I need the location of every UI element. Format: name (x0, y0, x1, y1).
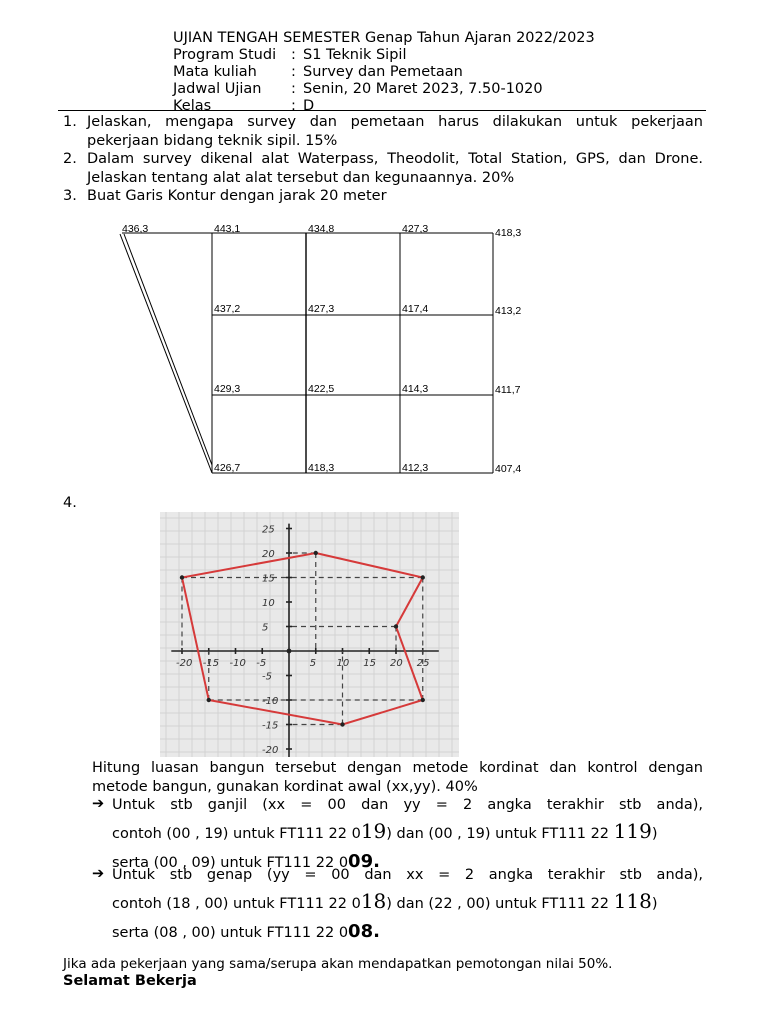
polygon-vertex (340, 722, 344, 726)
x-tick-label: -5 (256, 658, 267, 669)
question-number: 2. (63, 151, 77, 167)
elevation-label: 418,3 (308, 462, 335, 474)
y-tick-label: -5 (262, 671, 272, 683)
polygon-vertex (207, 698, 211, 702)
elevation-label: 413,2 (495, 305, 522, 317)
polygon-vertex (180, 575, 184, 579)
bullet-example: contoh (18 , 00) untuk FT111 22 018) dan (22 , 00) untuk FT111 22 118) (112, 889, 658, 913)
emphasis-number: 19 (360, 819, 387, 843)
elevation-label: 417,4 (402, 303, 429, 315)
question-number: 1. (63, 114, 77, 130)
polygon-vertex (421, 575, 425, 579)
y-tick-label: 20 (262, 549, 275, 560)
y-tick-label: 5 (262, 622, 269, 634)
arrow-icon: ➔ (92, 796, 105, 812)
footer-note: Jika ada pekerjaan yang sama/serupa akan mendapatkan pemotongan nilai 50%. (63, 956, 613, 972)
grid-line (124, 234, 212, 465)
elevation-label: 411,7 (495, 384, 521, 396)
emphasis-number: 18 (360, 889, 387, 913)
header-colon: : (291, 81, 296, 97)
header-value: Survey dan Pemetaan (303, 64, 463, 80)
contour-grid (0, 0, 768, 500)
elevation-label: 429,3 (214, 383, 241, 395)
closing-text: Selamat Bekerja (63, 973, 197, 989)
x-tick-label: -15 (202, 658, 220, 669)
x-tick-label: 15 (363, 658, 376, 669)
bullet-line: Untuk stb ganjil (xx = 00 dan yy = 2 angka terakhir stb anda), (112, 797, 703, 813)
question-4-text: Hitung luasan bangun tersebut dengan metode kordinat dan kontrol dengan metode bangun, gunakan kordinat awal (xx,yy). 40% (92, 760, 703, 795)
y-tick-label: -15 (262, 720, 279, 732)
origin-point (287, 649, 292, 654)
y-tick-label: -10 (262, 696, 279, 707)
question-text: Buat Garis Kontur dengan jarak 20 meter (87, 188, 387, 204)
elevation-label: 434,8 (308, 223, 335, 235)
elevation-label: 418,3 (495, 227, 522, 239)
elevation-label: 427,3 (402, 223, 429, 235)
elevation-label: 422,5 (308, 383, 335, 395)
elevation-label: 437,2 (214, 303, 241, 315)
elevation-label: 414,3 (402, 383, 429, 395)
header-key: Kelas (173, 98, 212, 114)
exam-title: UJIAN TENGAH SEMESTER Genap Tahun Ajaran 2022/2023 (173, 30, 595, 46)
elevation-label: 443,1 (214, 223, 241, 235)
elevation-label: 412,3 (402, 462, 429, 474)
grid-line (120, 234, 212, 473)
x-tick-label: 20 (390, 658, 403, 669)
header-value: D (303, 98, 315, 114)
elevation-label: 407,4 (495, 463, 522, 475)
question-text: Dalam survey dikenal alat Waterpass, Theodolit, Total Station, GPS, dan Drone. Jelaskan tentang alat alat tersebut dan kegunaannya. 20% (87, 151, 703, 186)
header-colon: : (291, 64, 296, 80)
bullet-example: serta (08 , 00) untuk FT111 22 008. (112, 921, 380, 942)
bullet-example: serta (00 , 09) untuk FT111 22 009. (112, 851, 380, 872)
x-tick-label: -10 (229, 658, 246, 669)
question-number: 4. (63, 495, 77, 511)
bullet-odd-stb (92, 796, 703, 875)
emphasis-number: 08. (348, 921, 380, 942)
header-value: Senin, 20 Maret 2023, 7.50-1020 (303, 81, 543, 97)
bullet-example: contoh (00 , 19) untuk FT111 22 019) dan (00 , 19) untuk FT111 22 119) (112, 819, 658, 843)
header-key: Jadwal Ujian (173, 81, 262, 97)
question-text: Jelaskan, mengapa survey dan pemetaan harus dilakukan untuk pekerjaan pekerjaan bidang teknik sipil. 15% (87, 114, 703, 149)
x-tick-label: -20 (176, 658, 193, 669)
header-colon: : (291, 47, 296, 63)
y-tick-label: 10 (262, 598, 275, 609)
bullet-even-stb (92, 866, 703, 945)
header-key: Mata kuliah (173, 64, 257, 80)
emphasis-number: 119 (613, 819, 652, 843)
arrow-icon: ➔ (92, 866, 105, 882)
emphasis-number: 09. (348, 851, 380, 872)
polygon-sketch-photo (160, 512, 459, 757)
y-tick-label: -20 (262, 745, 279, 756)
polygon-vertex (394, 624, 398, 628)
emphasis-number: 118 (613, 889, 652, 913)
elevation-label: 427,3 (308, 303, 335, 315)
polygon-vertex (314, 551, 318, 555)
header-key: Program Studi (173, 47, 277, 63)
question-number: 3. (63, 188, 77, 204)
header-colon: : (291, 98, 296, 114)
y-tick-label: 15 (262, 573, 275, 585)
x-tick-label: 5 (309, 658, 317, 669)
elevation-label: 436,3 (122, 223, 149, 235)
elevation-label: 426,7 (214, 462, 241, 474)
x-tick-label: 10 (336, 658, 350, 669)
header-value: S1 Teknik Sipil (303, 47, 407, 63)
bullet-line: Untuk stb genap (yy = 00 dan xx = 2 angka terakhir stb anda), (112, 867, 703, 883)
x-tick-label: 25 (416, 658, 430, 669)
polygon-sketch (160, 512, 459, 757)
y-tick-label: 25 (262, 524, 275, 536)
polygon-vertex (421, 698, 425, 702)
